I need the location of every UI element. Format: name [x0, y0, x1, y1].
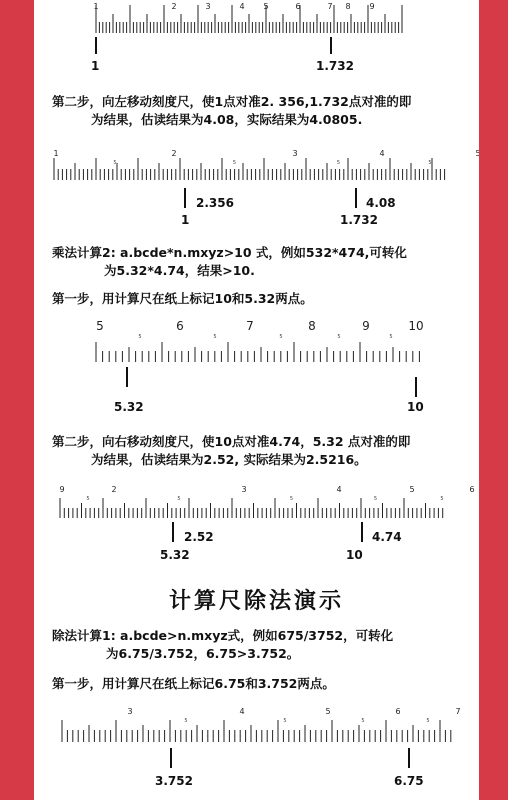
scale-sub-numeral: 5 [428, 160, 432, 166]
label-10: 10 [407, 400, 424, 414]
scale-numeral: 5 [263, 2, 269, 11]
scale-numeral: 9 [362, 319, 370, 333]
scale-sub-numeral: 5 [389, 334, 393, 340]
scale-numeral: 3 [292, 149, 298, 158]
mult2-line2: 为5.32*4.74，结果>10. [104, 263, 255, 278]
scale-sub-numeral: 5 [440, 496, 444, 502]
scale-numeral: 8 [308, 319, 316, 333]
mark-1732 [330, 37, 332, 54]
mult1-step2-line2: 为结果，估读结果为4.08，实际结果为4.0805. [91, 112, 363, 127]
scale-numeral: 7 [246, 319, 254, 333]
label-1-under: 1 [181, 213, 190, 227]
mark-474 [361, 522, 363, 542]
scale-numeral: 5 [96, 319, 104, 333]
scale-sub-numeral: 5 [86, 496, 90, 502]
scale-numeral: 4 [336, 485, 342, 494]
scale-sub-numeral: 5 [289, 496, 294, 502]
scale-sub-numeral: 5 [426, 718, 430, 724]
scale-numeral: 6 [469, 485, 475, 494]
scale-numeral: 5 [475, 149, 481, 158]
label-2356: 2.356 [196, 196, 234, 210]
scale-sub-numeral: 5 [361, 718, 365, 724]
scale-numeral: 9 [59, 485, 65, 494]
scale-numeral: 7 [455, 707, 461, 716]
mult2-step2-line1: 第二步，向右移动刻度尺，使10点对准4.74，5.32 点对准的即 [52, 434, 411, 449]
scale-numeral: 2 [171, 2, 177, 11]
div1-line1: 除法计算1: a.bcde>n.mxyz式，例如675/3752，可转化 [52, 628, 394, 643]
scale-numeral: 4 [379, 149, 385, 158]
mark-408 [355, 188, 357, 208]
scale-numeral: 1 [93, 2, 99, 11]
mark-675 [408, 748, 410, 768]
div1-step1: 第一步，用计算尺在纸上标记6.75和3.752两点。 [52, 676, 335, 691]
scale-numeral: 1 [53, 149, 59, 158]
mark-10 [415, 377, 417, 397]
label-252: 2.52 [184, 530, 214, 544]
scale-numeral: 2 [171, 149, 177, 158]
label-675: 6.75 [394, 774, 424, 788]
content-panel [34, 0, 479, 800]
label-1732: 1.732 [316, 59, 354, 73]
label-1732-under: 1.732 [340, 213, 378, 227]
label-10-under: 10 [346, 548, 363, 562]
mark-532 [126, 367, 128, 387]
scale-sub-numeral: 5 [113, 160, 117, 166]
scale-numeral: 10 [408, 319, 424, 333]
scale-sub-numeral: 5 [373, 496, 378, 502]
slide-rule-scale-2 [52, 149, 481, 180]
scale-numeral: 6 [395, 707, 401, 716]
scale-numeral: 5 [325, 707, 331, 716]
scale-sub-numeral: 5 [336, 160, 341, 166]
scale-numeral: 7 [327, 2, 333, 11]
label-3752: 3.752 [155, 774, 193, 788]
scale-sub-numeral: 5 [138, 334, 142, 340]
mult2-step1: 第一步，用计算尺在纸上标记10和5.32两点。 [52, 291, 313, 306]
slide-rule-scale-5 [58, 706, 461, 742]
scale-numeral: 4 [239, 2, 245, 11]
scale-sub-numeral: 5 [283, 718, 287, 724]
scale-numeral: 3 [127, 707, 133, 716]
scale-numeral: 3 [241, 485, 247, 494]
scale-sub-numeral: 5 [213, 334, 217, 340]
scale-numeral: 6 [176, 319, 184, 333]
mark-252 [172, 522, 174, 542]
scale-sub-numeral: 5 [232, 160, 237, 166]
slide-rule-scale-4 [58, 485, 475, 520]
div1-line2: 为6.75/3.752，6.75>3.752。 [106, 646, 300, 661]
mult2-step2-line2: 为结果，估读结果为2.52, 实际结果为2.5216。 [91, 452, 367, 467]
scale-numeral: 3 [205, 2, 211, 11]
scale-sub-numeral: 5 [337, 334, 341, 340]
division-title: 计算尺除法演示 [168, 589, 344, 614]
label-474: 4.74 [372, 530, 402, 544]
mult2-line1: 乘法计算2: a.bcde*n.mxyz>10 式，例如532*474,可转化 [52, 245, 407, 260]
scale-numeral: 9 [369, 2, 375, 11]
scale-sub-numeral: 5 [279, 334, 283, 340]
label-1: 1 [91, 59, 100, 73]
mark-2356 [184, 188, 186, 208]
label-532-under: 5.32 [160, 548, 190, 562]
mult1-step2-line1: 第二步，向左移动刻度尺，使1点对准2. 356,1.732点对准的即 [52, 94, 412, 109]
mark-3752 [170, 748, 172, 768]
slide-rule-scale-1 [94, 0, 406, 34]
slide-rule-scale-3 [94, 318, 424, 362]
scale-sub-numeral: 5 [184, 718, 188, 724]
scale-numeral: 2 [111, 485, 117, 494]
mark-1 [95, 37, 97, 54]
scale-numeral: 8 [345, 2, 351, 11]
label-408: 4.08 [366, 196, 396, 210]
label-532: 5.32 [114, 400, 144, 414]
scale-sub-numeral: 5 [177, 496, 181, 502]
scale-numeral: 4 [239, 707, 245, 716]
scale-numeral: 6 [295, 2, 301, 11]
scale-numeral: 5 [409, 485, 415, 494]
